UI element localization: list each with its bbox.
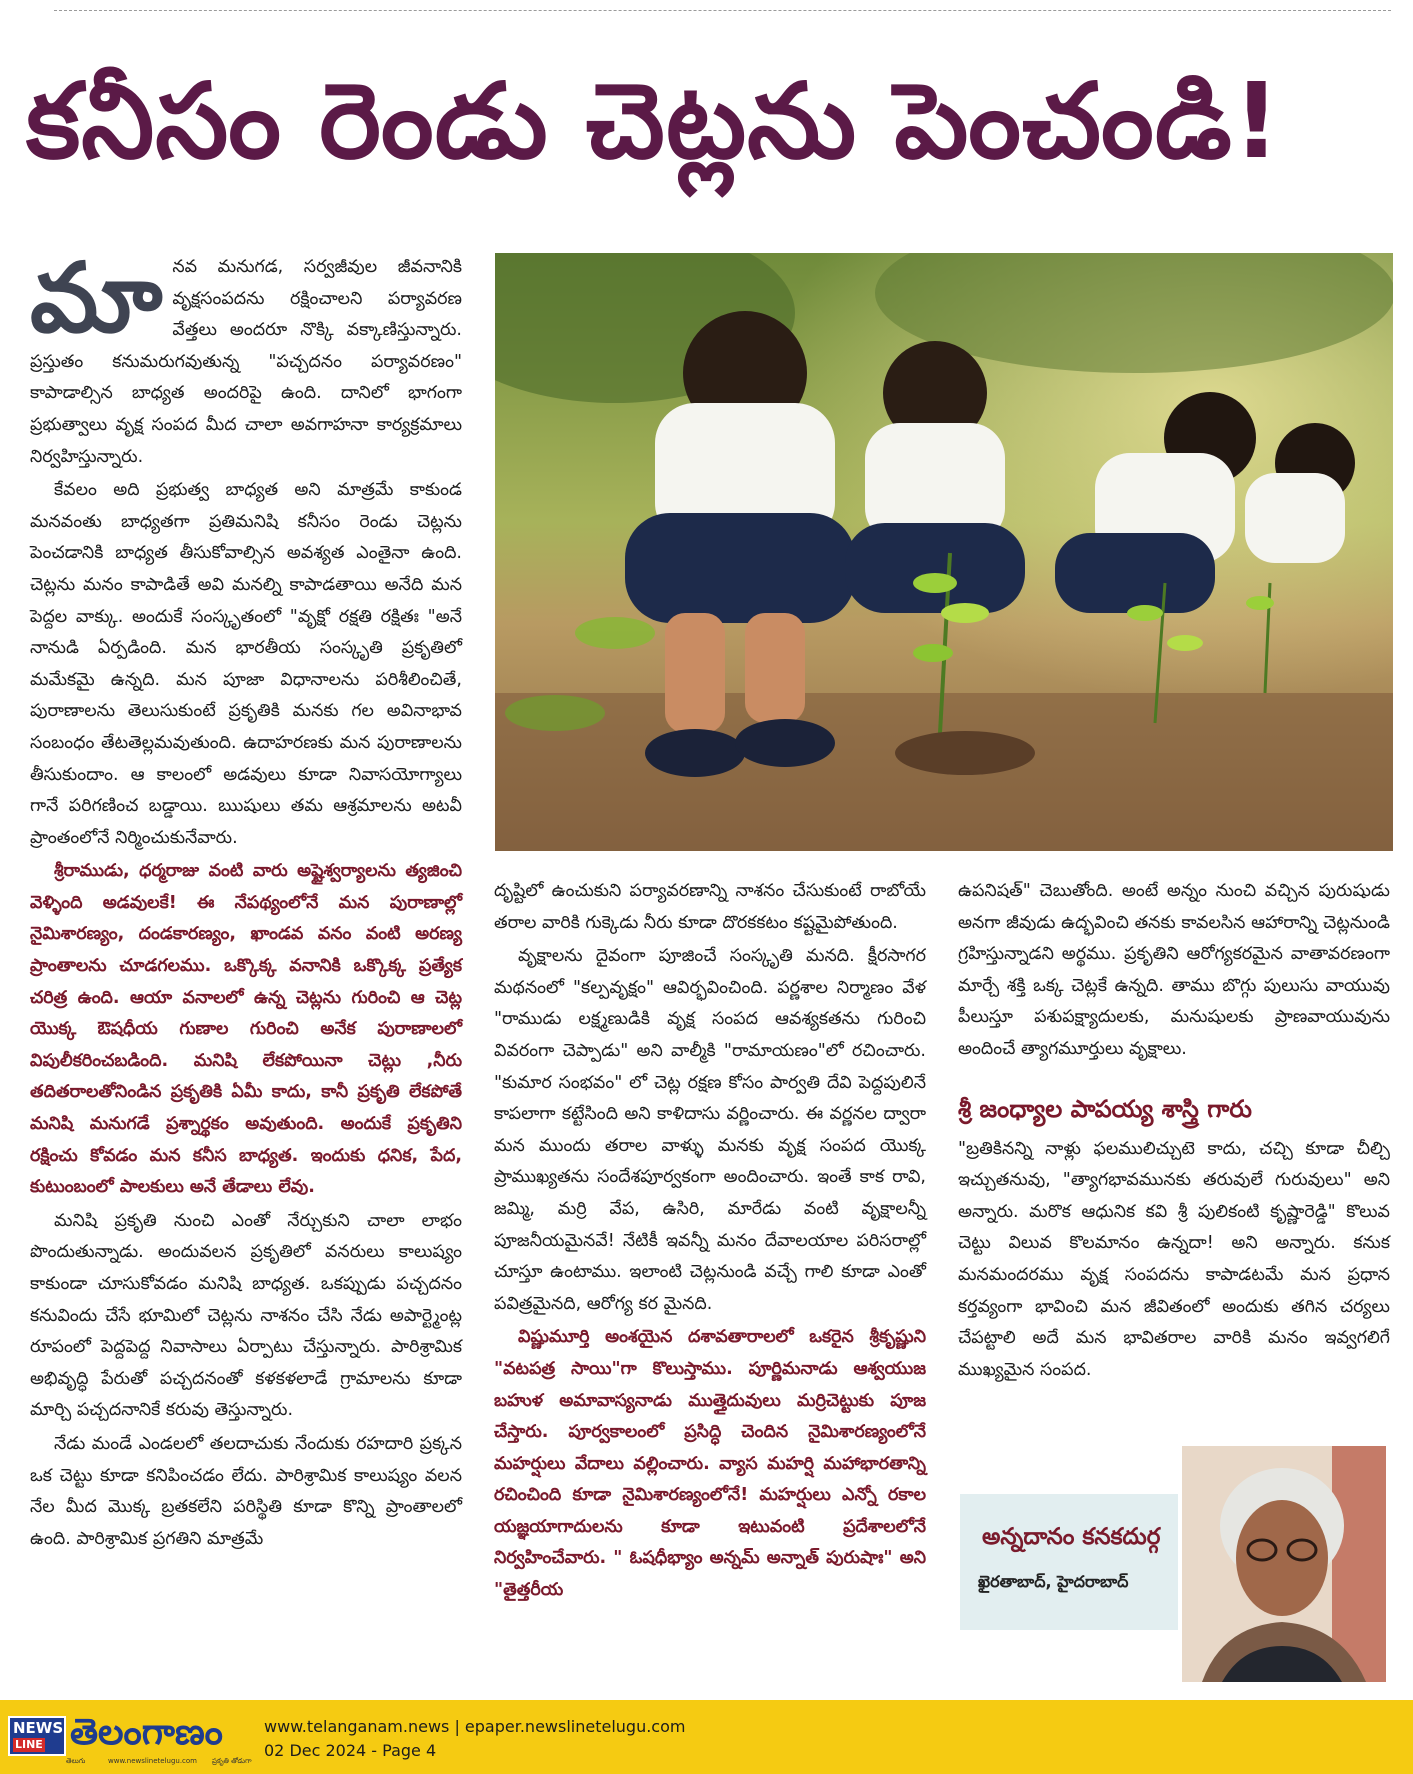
paragraph: నేడు మండే ఎండలలో తలదాచుకు నేందుకు రహదారి ప్రక్కన ఒక చెట్టు కూడా కనిపించడం లేదు. పారిశ్రామిక కాలుష్యం వలన నేల మీద మొక్క బ్రతకలేని పరిస్థితి కూడా కొన్ని ప్రాంతాలలో ఉంది. పారిశ్రామిక ప్రగతిని మాత్రమే — [30, 1433, 462, 1549]
logo-tagline: తెలుగు — [66, 1757, 86, 1765]
paragraph: మనిషి ప్రకృతి నుంచి ఎంతో నేర్చుకుని చాలా లాభం పొందుతున్నాడు. అందువలన ప్రకృతిలో వనరులు కాలుష్యం కాకుండా చూసుకోవడం మనిషి బాధ్యత. ఒకప్పుడు పచ్చదనం కనువిందు చేసే భూమిలో చెట్లను నాశనం చేసి నేడు అపార్ట్మెంట్ల రూపంలో పెద్దపెద్ద నివాసాలు ఏర్పాటు చేస్తున్నారు. పారిశ్రామిక అభివృద్ధి పేరుతో పచ్చదనంతో కళకళలాడే గ్రామాలను కూడా మార్చి పచ్చదనానికే కరువు తెస్తున్నారు. — [30, 1210, 462, 1421]
headline: కనీసం రెండు చెట్లను పెంచండి! — [26, 60, 1282, 182]
paragraph: ఉపనిషత్" చెబుతోంది. అంటే అన్నం నుంచి వచ్చిన పురుషుడు అనగా జీవుడు ఉద్భవించి తనకు కావలసిన ఆహారాన్ని చెట్లనుండి గ్రహిస్తున్నాడని అర్థము. ప్రకృతిని ఆరోగ్యకరమైన వాతావరణంగా మార్చే శక్తి ఒక్క చెట్లకే ఉన్నది. తాము బొగ్గు పులుసు వాయువు పీలుస్తూ పశుపక్ష్యాదులకు, మనుషులకు ప్రాణవాయువును అందించే త్యాగమూర్తులు వృక్షాలు. — [958, 881, 1390, 1059]
paragraph-text: నవ మనుగడ, సర్వజీవుల జీవనానికి వృక్షసంపదను రక్షించాలని పర్యావరణ వేత్తలు అందరూ నొక్కి వక్కాణిస్తున్నారు. ప్రస్తుతం కనుమరుగవుతున్న "పచ్చదనం పర్యావరణం" కాపాడాల్సిన బాధ్యత అందరిపై ఉంది. దానిలో భాగంగా ప్రభుత్వాలు వృక్ష సంపద మీద చాలా అవగాహనా కార్యక్రమాలు నిర్వహిస్తున్నారు. — [30, 257, 462, 467]
highlighted-paragraph: శ్రీరాముడు, ధర్మరాజు వంటి వారు అష్టైశ్వర్యాలను త్యజించి వెళ్ళింది అడవులకే! ఈ నేపథ్యంలోనే మన పురాణాల్లో నైమిశారణ్యం, దండకారణ్యం, ఖాండవ వనం వంటి అరణ్య ప్రాంతాలను చూడగలము. ఒక్కొక్క వనానికి ఒక్కొక్క ప్రత్యేక చరిత్ర ఉంది. ఆయా వనాలలో ఉన్న చెట్లను గురించి ఆ చెట్ల యొక్క ఔషధీయ గుణాల గురించి అనేక పురాణాలలో విపులీకరించబడింది. మనిషి లేకపోయినా చెట్లు ,నీరు తదితరాలతోనిండిన ప్రకృతికి ఏమీ కాదు, కానీ ప్రకృతి లేకపోతే మనిషి మనుగడే ప్రశ్నార్థకం అవుతుంది. అందుకే ప్రకృతిని రక్షించు కోవడం మన కనీస బాధ్యత. ఇందుకు ధనిక, పేద, కుటుంబంలో పాలకులు అనే తేడాలు లేవు. — [30, 861, 462, 1198]
footer-bar — [0, 1700, 1413, 1774]
article-column-3 — [958, 876, 1390, 1388]
paragraph: కేవలం అది ప్రభుత్వ బాధ్యత అని మాత్రమే కాకుండ మనవంతు బాధ్యతగా ప్రతిమనిషి కనీసం రెండు చెట్లను పెంచడానికి బాధ్యత తీసుకోవాల్సిన అవశ్యత ఎంతైనా ఉంది. చెట్లను మనం కాపాడితే అవి మనల్ని కాపాడతాయి అనేది మన పెద్దల వాక్కు. అందుకే సంస్కృతంలో "వృక్షో రక్షతి రక్షితః "అనే నానుడి ఏర్పడింది. మన భారతీయ సంస్కృతి ప్రకృతిలో మమేకమై ఉన్నది. మన పూజా విధానాలను పరిశీలించితే, పురాణాలను తెలుసుకుంటే ప్రకృతికి మనకు గల అవినాభావ సంబంధం తేటతెల్లమవుతుంది. ఉదాహరణకు మన పురాణాలను తీసుకుందాం. ఆ కాలంలో అడవులు కూడా నివాసయోగ్యాలు గానే పరిగణించ బడ్డాయి. ఋషులు తమ ఆశ్రమాలను అటవీ ప్రాంతంలోనే నిర్మించుకునేవారు. — [30, 480, 462, 848]
logo-tagline: ప్రకృతి తోడుగా — [212, 1757, 252, 1765]
logo-line-text: LINE — [15, 1738, 43, 1751]
author-byline — [960, 1494, 1178, 1630]
article-column-2 — [494, 876, 926, 1609]
paragraph: "బ్రతికినన్ని నాళ్లు ఫలములిచ్చుటె కాదు, చచ్చి కూడా చీల్చి ఇచ్చుతనువు, "త్యాగభావమునకు తరువులే గురువులు" అని అన్నారు. మరొక ఆధునిక కవి శ్రీ పులికంటి కృష్ణారెడ్డి" కొలువ చెట్టు విలువ కొలమానం ఉన్నదా! అని అన్నారు. కనుక మనమందరము వృక్ష సంపదను కాపాడటమే మన ప్రధాన కర్తవ్యంగా భావించి మన జీవితంలో అందుకు తగిన చర్యలు చేపట్టాలి అదే మన భావితరాల వారికి మనం ఇవ్వగలిగే ముఖ్యమైన సంపద. — [958, 1138, 1390, 1380]
top-divider — [54, 10, 1391, 11]
author-place: ఖైరతాబాద్, హైదరాబాద్ — [978, 1572, 1129, 1591]
telanganam-logo[interactable]: తెలంగాణం — [70, 1712, 223, 1753]
highlighted-paragraph: విష్ణుమూర్తి అంశయైన దశావతారాలలో ఒకరైన శ్రీకృష్ణుని "వటపత్ర సాయి"గా కొలుస్తాము. పూర్ణిమనాడు ఆశ్వయుజ బహుళ అమావాస్యనాడు ముత్తైదువులు మర్రిచెట్టుకు పూజ చేస్తారు. పూర్వకాలంలో ప్రసిద్ధి చెందిన నైమిశారణ్యంలోనే మహర్షులు వేదాలు వల్లించారు. వ్యాస మహర్షి మహాభారతాన్ని రచించింది కూడా నైమిశారణ్యంలోనే! మహర్షులు ఎన్నో రకాల యజ్ఞయాగాదులను కూడా ఇటువంటి ప్రదేశాలలోనే నిర్వహించేవారు. " ఓషధీభ్యాం అన్నమ్ అన్నాత్ పురుషాః" అని "తైత్తరీయ — [494, 1327, 926, 1601]
quote-heading: శ్రీ జంధ్యాల పాపయ్య శాస్త్రి గారు — [958, 1094, 1252, 1123]
paragraph — [30, 242, 462, 473]
article-column-1 — [30, 242, 462, 1557]
author-name: అన్నదానం కనకదుర్గ — [982, 1524, 1161, 1550]
children-planting-photo — [495, 253, 1393, 851]
footer-date-page: 02 Dec 2024 - Page 4 — [264, 1741, 437, 1760]
drop-cap: మా — [30, 242, 163, 354]
footer-links[interactable]: www.telanganam.news | epaper.newslinetelugu.com — [264, 1717, 686, 1736]
logo-news-text: NEWS — [13, 1719, 64, 1737]
paragraph: వృక్షాలను దైవంగా పూజించే సంస్కృతి మనది. క్షీరసాగర మథనంలో "కల్పవృక్షం" ఆవిర్భవించింది. పర్ణశాల నిర్మాణం వేళ "రాముడు లక్ష్మణుడికి వృక్ష సంపద ఆవశ్యకతను గురించి వివరంగా చెప్పాడు" అని వాల్మీకి "రామాయణం"లో రచించారు. "కుమార సంభవం" లో చెట్ల రక్షణ కోసం పార్వతి దేవి పెద్దపులినే కాపలాగా కట్టేసింది అని కాళిదాసు వర్ణించారు. ఈ వర్ణనల ద్వారా మన ముందు తరాల వాళ్ళు మనకు వృక్ష సంపద యొక్క ప్రాముఖ్యతను సందేశపూర్వకంగా అందించారు. ఇంతే కాక రావి, జమ్మి, మర్రి వేప, ఉసిరి, మారేడు వంటి వృక్షాలన్నీ పూజనీయమైనవే! నేటికీ ఇవన్నీ మనం దేవాలయాల పరిసరాల్లో చూస్తూ ఉంటాము. ఇలాంటి చెట్లనుండి వచ్చే గాలి కూడా ఎంతో పవిత్రమైనది, ఆరోగ్య కర మైనది. — [494, 946, 926, 1314]
newsline-logo[interactable] — [8, 1716, 66, 1756]
author-photo — [1182, 1446, 1386, 1682]
paragraph: దృష్టిలో ఉంచుకుని పర్యావరణాన్ని నాశనం చేసుకుంటే రాబోయే తరాల వారికి గుక్కెడు నీరు కూడా దొరకకటం కష్టమైపోతుంది. — [494, 881, 926, 933]
logo-url: www.newslinetelugu.com — [108, 1757, 197, 1765]
